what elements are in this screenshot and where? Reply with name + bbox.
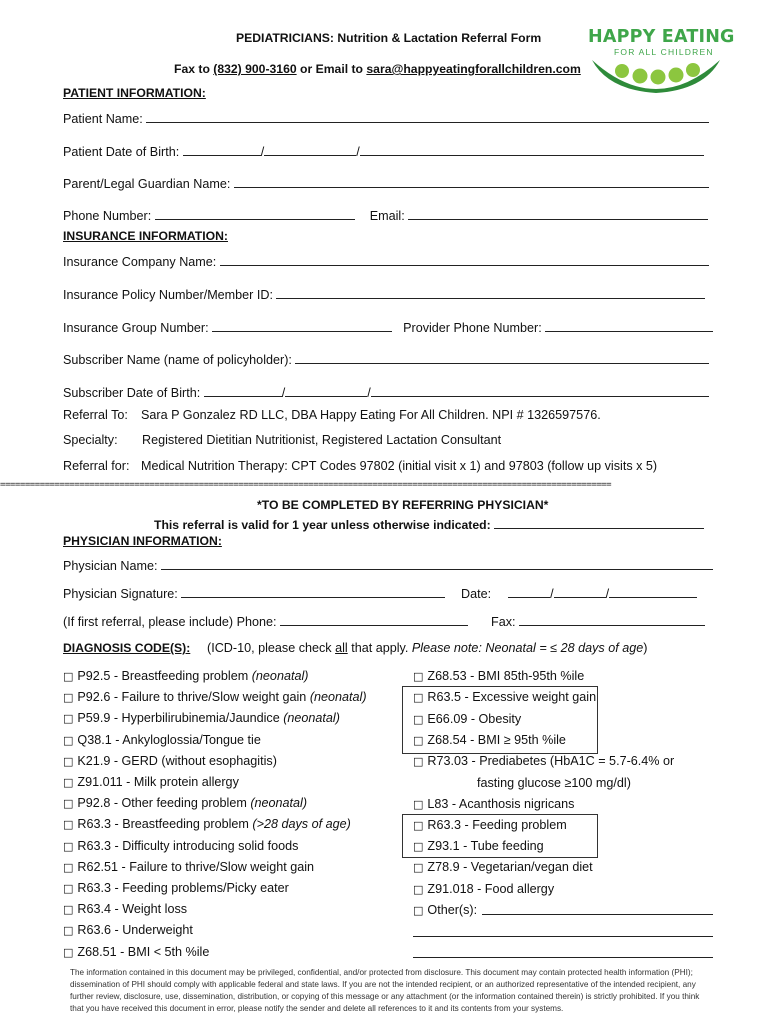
phone-label: Phone Number: xyxy=(63,209,152,223)
diagnosis-option-label: Z68.51 - BMI < 5th %ile xyxy=(77,944,210,959)
date-day-field[interactable] xyxy=(554,586,606,598)
checkbox-icon[interactable]: □ xyxy=(63,818,74,832)
diagnosis-option[interactable] xyxy=(413,797,574,811)
physician-phone-row xyxy=(63,614,468,629)
diagnosis-option-label: R63.5 - Excessive weight gain xyxy=(427,690,597,704)
diagnosis-option-label: Other(s): xyxy=(427,903,478,917)
subscriber-name-field[interactable] xyxy=(295,352,709,364)
form-title: PEDIATRICIANS: Nutrition & Lactation Referral Form xyxy=(236,31,542,45)
diagnosis-option[interactable] xyxy=(63,754,277,768)
validity-row xyxy=(154,517,704,532)
diagnosis-option-label: E66.09 - Obesity xyxy=(427,712,522,726)
referral-to-row xyxy=(63,408,128,422)
patient-dob-month-field[interactable] xyxy=(183,144,261,156)
checkbox-icon[interactable]: □ xyxy=(413,861,424,874)
policy-number-row xyxy=(63,287,705,302)
instr-a: (ICD-10, please check xyxy=(207,641,336,655)
insurance-info-heading: INSURANCE INFORMATION: xyxy=(63,229,228,243)
guardian-row xyxy=(63,176,709,191)
phone-field[interactable] xyxy=(155,208,355,220)
pea-pod-icon xyxy=(586,56,726,96)
diagnosis-option-note: (>28 days of age) xyxy=(252,817,351,832)
weight-group-box xyxy=(402,686,598,754)
subscriber-name-label: Subscriber Name (name of policyholder): xyxy=(63,353,292,367)
insurance-company-label: Insurance Company Name: xyxy=(63,255,217,269)
checkbox-icon[interactable]: □ xyxy=(413,734,424,747)
other-line-2-wrap xyxy=(413,925,713,940)
checkbox-icon[interactable]: □ xyxy=(63,945,74,959)
patient-name-label: Patient Name: xyxy=(63,112,143,126)
physician-info-heading: PHYSICIAN INFORMATION: xyxy=(63,534,222,548)
date-row: Date: / / xyxy=(461,586,697,601)
date-label: Date: xyxy=(461,587,492,601)
group-number-field[interactable] xyxy=(212,320,392,332)
diagnosis-option-label: P92.5 - Breastfeeding problem xyxy=(77,669,252,683)
signature-field[interactable] xyxy=(181,586,445,598)
other-field-2[interactable] xyxy=(413,925,713,937)
diagnosis-option-label: R62.51 - Failure to thrive/Slow weight gain xyxy=(77,859,315,874)
physician-fax-label: Fax: xyxy=(491,615,516,629)
group-provider-row xyxy=(63,320,713,335)
physician-name-field[interactable] xyxy=(161,558,713,570)
specialty-label: Specialty: xyxy=(63,433,118,447)
insurance-company-row xyxy=(63,254,709,269)
diagnosis-option[interactable] xyxy=(63,817,351,831)
diagnosis-option-label: R63.3 - Feeding problem xyxy=(427,818,567,832)
checkbox-icon[interactable]: □ xyxy=(63,754,74,768)
checkbox-icon[interactable]: □ xyxy=(413,904,424,917)
patient-info-heading: PATIENT INFORMATION: xyxy=(63,86,206,100)
checkbox-icon[interactable]: □ xyxy=(413,670,424,683)
provider-phone-field[interactable] xyxy=(545,320,713,332)
diagnosis-option-label: R63.4 - Weight loss xyxy=(77,902,188,917)
subscriber-name-row xyxy=(63,352,709,367)
subscriber-dob-label: Subscriber Date of Birth: xyxy=(63,386,201,400)
validity-label: This referral is valid for 1 year unless otherwise indicated: xyxy=(154,518,491,532)
policy-number-label: Insurance Policy Number/Member ID: xyxy=(63,288,273,302)
patient-dob-day-field[interactable] xyxy=(264,144,356,156)
diagnosis-option[interactable] xyxy=(63,860,314,874)
checkbox-icon[interactable]: □ xyxy=(63,776,74,789)
email-field[interactable] xyxy=(408,208,708,220)
instr-c: ) xyxy=(643,641,648,655)
validity-field[interactable] xyxy=(494,517,704,529)
diagnosis-option-label: R63.3 - Difficulty introducing solid foods xyxy=(77,838,299,853)
diagnosis-option-label: Z91.011 - Milk protein allergy xyxy=(77,775,239,789)
diagnosis-option[interactable] xyxy=(63,733,261,747)
physician-fax-field[interactable] xyxy=(519,614,705,626)
checkbox-icon[interactable]: □ xyxy=(63,691,74,705)
diagnosis-option-label: R63.3 - Feeding problems/Picky eater xyxy=(77,881,289,895)
patient-dob-year-field[interactable] xyxy=(360,144,704,156)
diagnosis-option-note: (neonatal) xyxy=(309,690,367,705)
checkbox-icon[interactable]: □ xyxy=(63,712,74,726)
diagnosis-option-label: Z93.1 - Tube feeding xyxy=(427,839,544,853)
other-line-1-wrap xyxy=(482,903,713,918)
diagnosis-option-label: P92.8 - Other feeding problem xyxy=(77,796,251,811)
diagnosis-option[interactable] xyxy=(63,711,340,725)
referral-for-label: Referral for: xyxy=(63,459,130,473)
checkbox-icon[interactable]: □ xyxy=(63,733,74,747)
diagnosis-instructions xyxy=(207,641,647,655)
diagnosis-option-label: P92.6 - Failure to thrive/Slow weight gain xyxy=(77,690,310,705)
checkbox-icon[interactable]: □ xyxy=(413,713,424,726)
diagnosis-option[interactable] xyxy=(63,690,367,704)
diagnosis-option[interactable] xyxy=(63,923,193,937)
diagnosis-option-label: Z91.018 - Food allergy xyxy=(427,882,555,896)
other-field-3[interactable] xyxy=(413,946,713,958)
diagnosis-option-note: (neonatal) xyxy=(250,796,308,811)
diagnosis-option-note: (neonatal) xyxy=(251,669,309,683)
diagnosis-option-continuation xyxy=(477,776,631,790)
referral-for-value: Medical Nutrition Therapy: CPT Codes 97802 (initial visit x 1) and 97803 (follow up visits x 5) xyxy=(141,459,658,473)
instr-note: Please note: Neonatal = ≤ 28 days of age xyxy=(411,641,644,655)
fax-number[interactable]: (832) 900-3160 xyxy=(213,62,297,76)
other-field-1[interactable] xyxy=(482,903,713,915)
diagnosis-option[interactable] xyxy=(63,881,289,895)
diagnosis-heading: DIAGNOSIS CODE(S): xyxy=(63,641,191,655)
patient-name-field[interactable] xyxy=(146,111,709,123)
physician-banner: *TO BE COMPLETED BY REFERRING PHYSICIAN* xyxy=(257,498,549,512)
diagnosis-option[interactable] xyxy=(413,882,554,896)
section-separator: =========================================================================================================================== xyxy=(0,480,612,490)
policy-number-field[interactable] xyxy=(276,287,705,299)
diagnosis-option[interactable] xyxy=(413,903,477,917)
logo-line1: HAPPY EATING xyxy=(588,27,735,47)
fax-prefix: Fax to xyxy=(174,62,214,76)
diagnosis-option-label: L83 - Acanthosis nigricans xyxy=(427,797,575,811)
instr-all: all xyxy=(335,641,348,655)
diagnosis-option-label: Z68.54 - BMI ≥ 95th %ile xyxy=(427,733,566,747)
checkbox-icon[interactable]: □ xyxy=(63,924,74,938)
subscriber-dob-month-field[interactable] xyxy=(204,385,282,397)
feeding-group-box xyxy=(402,814,598,858)
referral-to-label: Referral To: xyxy=(63,408,128,422)
provider-phone-label: Provider Phone Number: xyxy=(403,321,542,335)
subscriber-dob-row: Subscriber Date of Birth: / / xyxy=(63,385,709,400)
patient-dob-row: Patient Date of Birth: / / xyxy=(63,144,704,159)
phone-email-row xyxy=(63,208,708,223)
checkbox-icon[interactable]: □ xyxy=(413,819,424,832)
checkbox-icon[interactable]: □ xyxy=(63,903,74,917)
checkbox-icon[interactable]: □ xyxy=(63,882,74,895)
checkbox-icon[interactable]: □ xyxy=(413,755,424,768)
specialty-value: Registered Dietitian Nutritionist, Registered Lactation Consultant xyxy=(142,433,502,447)
diagnosis-option[interactable] xyxy=(63,796,307,810)
email-prefix: or Email to xyxy=(296,62,367,76)
logo-line2: FOR ALL CHILDREN xyxy=(614,47,714,57)
diagnosis-option-label: K21.9 - GERD (without esophagitis) xyxy=(77,753,277,768)
signature-label: Physician Signature: xyxy=(63,587,178,601)
group-number-label: Insurance Group Number: xyxy=(63,321,209,335)
physician-phone-field[interactable] xyxy=(280,614,468,626)
checkbox-icon[interactable]: □ xyxy=(63,797,74,811)
email-link[interactable]: sara@happyeatingforallchildren.com xyxy=(366,62,581,76)
referral-to-value: Sara P Gonzalez RD LLC, DBA Happy Eating For All Children. NPI # 1326597576. xyxy=(141,408,601,422)
physician-fax-row xyxy=(491,614,705,629)
date-year-field[interactable] xyxy=(609,586,697,598)
checkbox-icon[interactable]: □ xyxy=(413,840,424,853)
other-line-3-wrap xyxy=(413,946,713,961)
patient-dob-label: Patient Date of Birth: xyxy=(63,145,180,159)
checkbox-icon[interactable]: □ xyxy=(413,691,424,704)
diagnosis-option-label: Z68.53 - BMI 85th-95th %ile xyxy=(427,669,585,683)
diagnosis-option-label: R73.03 - Prediabetes (HbA1C = 5.7-6.4% or xyxy=(427,754,675,768)
subscriber-dob-day-field[interactable] xyxy=(285,385,367,397)
checkbox-icon[interactable]: □ xyxy=(413,798,424,811)
physician-name-row xyxy=(63,558,713,573)
diagnosis-option[interactable] xyxy=(63,775,239,789)
diagnosis-option-label: Q38.1 - Ankyloglossia/Tongue tie xyxy=(77,732,261,747)
signature-row xyxy=(63,586,445,601)
diagnosis-option[interactable] xyxy=(63,902,187,916)
email-label: Email: xyxy=(369,209,405,223)
diagnosis-option-label: P59.9 - Hyperbilirubinemia/Jaundice xyxy=(77,711,284,726)
subscriber-dob-year-field[interactable] xyxy=(371,385,709,397)
diagnosis-option[interactable] xyxy=(413,754,674,768)
guardian-name-field[interactable] xyxy=(234,176,709,188)
physician-phone-label: (If first referral, please include) Phone: xyxy=(63,615,277,629)
checkbox-icon[interactable]: □ xyxy=(63,670,74,683)
diagnosis-option[interactable] xyxy=(413,669,584,683)
contact-line xyxy=(174,62,581,76)
date-month-field[interactable] xyxy=(508,586,550,598)
happy-eating-logo xyxy=(586,24,735,96)
checkbox-icon[interactable]: □ xyxy=(63,839,74,853)
diagnosis-option[interactable] xyxy=(63,839,298,853)
diagnosis-option-label: R63.6 - Underweight xyxy=(77,923,193,938)
diagnosis-option-label: Z78.9 - Vegetarian/vegan diet xyxy=(427,860,593,874)
diagnosis-option[interactable] xyxy=(413,860,593,874)
instr-b: that apply. xyxy=(347,641,412,655)
insurance-company-field[interactable] xyxy=(220,254,709,266)
checkbox-icon[interactable]: □ xyxy=(63,860,74,874)
diagnosis-option[interactable] xyxy=(63,945,209,959)
patient-name-row xyxy=(63,111,709,126)
physician-name-label: Physician Name: xyxy=(63,559,158,573)
guardian-label: Parent/Legal Guardian Name: xyxy=(63,177,231,191)
diagnosis-option-note: (neonatal) xyxy=(283,711,340,726)
diagnosis-option[interactable] xyxy=(63,669,308,683)
diagnosis-option-label: fasting glucose ≥100 mg/dl) xyxy=(477,776,631,790)
confidentiality-footer: The information contained in this document may be privileged, confidential, and/or protected from disclosure. This document may contain protected health information (PHI); dissemination of PHI should comply with applicable federal and state laws. If you are not the intended recipient, or an authorized representative of the intended recipient, any further review, disclosure, use, dissemination, distribution, or copying of this message or any attachment (or the information contained therein) is strictly prohibited. If you think that you have received this document in error, please notify the sender and delete all references to it and its contents from your systems. xyxy=(70,968,700,1013)
checkbox-icon[interactable]: □ xyxy=(413,883,424,896)
diagnosis-option-label: R63.3 - Breastfeeding problem xyxy=(77,817,253,832)
